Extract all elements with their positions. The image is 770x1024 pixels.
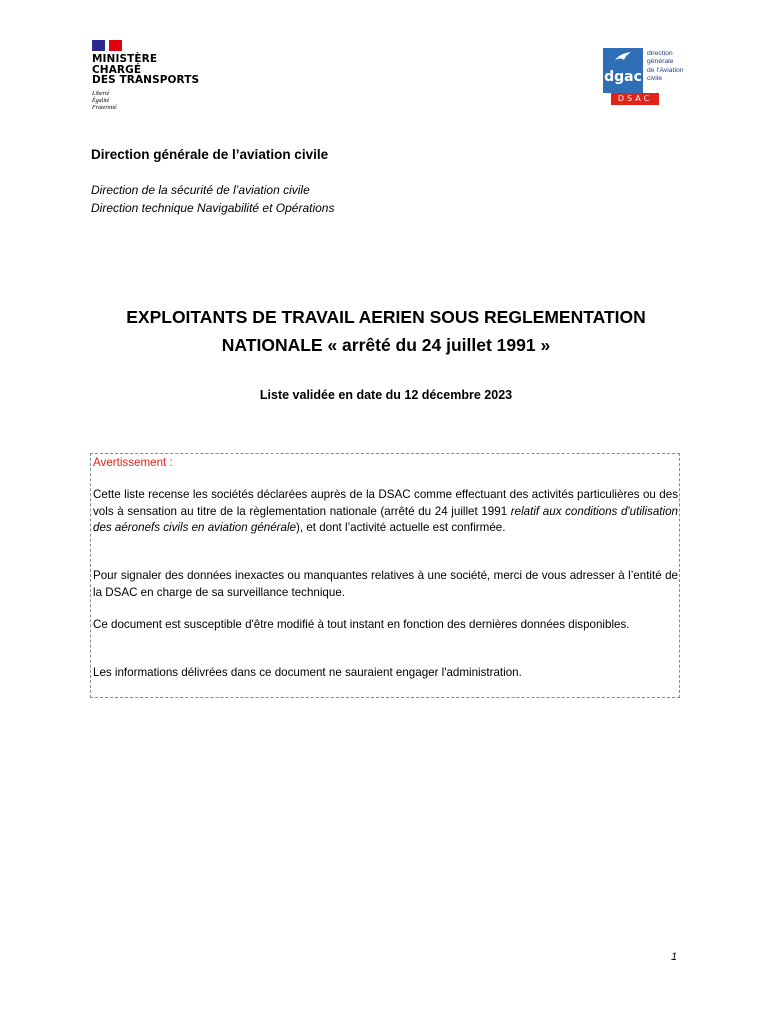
republic-motto [92,91,199,112]
notice-paragraph: Pour signaler des données inexactes ou manquantes relatives à une société, merci de vous adresser à l’entité de la DSAC en charge de sa surveillance technique. [93,569,678,599]
dgac-side-line: civile [647,75,663,83]
dgac-side-line: direction [647,50,673,57]
document-title [91,303,681,359]
dgac-wordmark: dgac [604,69,642,85]
motto-line: Égalité [92,97,110,104]
dgac-logo [603,48,693,108]
notice-text: ), et dont l’activité actuelle est confirmée. [296,521,506,534]
notice-heading: Avertissement : [93,456,173,469]
motto-line: Liberté [92,90,110,97]
notice-text: Cette liste recense les sociétés déclarées auprès de la DSAC comme effectuant des activités particulières ou des vols à sensation au titre de la règlementation nationale (arrêté du 24 juillet 1991 [93,488,678,518]
ministry-name-line: DES TRANSPORTS [92,74,200,86]
dgac-side-line: générale [647,58,674,66]
department-subtitle: Direction de la sécurité de l’aviation civile [91,183,310,197]
notice-paragraph: Les informations délivrées dans ce document ne sauraient engager l'administration. [93,666,522,679]
ministry-name-line: CHARGÉ [92,63,142,76]
motto-line: Fraternité [92,104,117,111]
organization-title: Direction générale de l’aviation civile [91,147,329,162]
ministry-logo [92,40,199,112]
bird-icon [613,51,633,65]
page-number: 1 [671,951,678,963]
dgac-logo-box [603,48,643,93]
ministry-name-line: MINISTÈRE [92,53,158,65]
notice-italic-text: relatif aux conditions d'utilisation des aéronefs civils en aviation générale [93,504,678,534]
dgac-side-text [647,50,684,84]
dsac-bar: DSAC [611,93,659,105]
list-validation-date: Liste validée en date du 12 décembre 2023 [259,388,513,402]
notice-paragraph: Ce document est susceptible d'être modifié à tout instant en fonction des dernières données disponibles. [93,618,630,631]
document-title-line: NATIONALE « arrêté du 24 juillet 1991 » [221,335,551,355]
warning-notice-box [90,453,680,698]
document-title-line: EXPLOITANTS DE TRAVAIL AERIEN SOUS REGLEMENTATION [126,307,646,327]
marianne-flag-icon [92,40,122,51]
division-subtitle: Direction technique Navigabilité et Opérations [91,201,335,215]
ministry-name [92,54,199,86]
dgac-side-line: de l’Aviation [647,66,684,74]
notice-paragraph [93,487,678,537]
